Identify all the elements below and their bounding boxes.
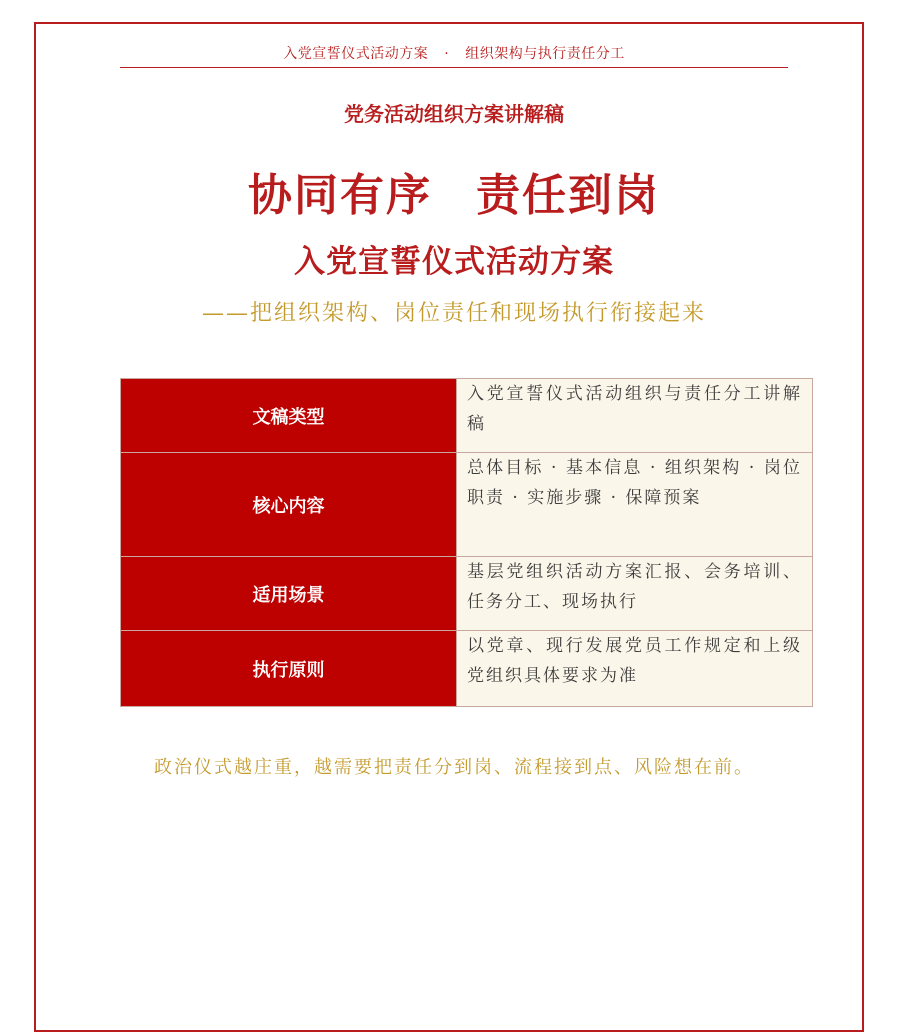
main-title — [0, 166, 900, 226]
info-row-scenarios — [121, 557, 813, 631]
running-header-separator: · — [444, 46, 450, 62]
main-title-part-2: 责任到岗 — [476, 170, 660, 221]
tagline: ——把组织架构、岗位责任和现场执行衔接起来 — [201, 301, 706, 326]
subtitle: 入党宣誓仪式活动方案 — [294, 244, 614, 280]
info-row-doc-type — [121, 379, 813, 453]
info-label: 适用场景 — [121, 557, 457, 631]
running-header-right: 组织架构与执行责任分工 — [465, 46, 625, 62]
header-rule — [120, 67, 788, 68]
info-row-principle — [121, 631, 813, 707]
info-value: 总体目标 · 基本信息 · 组织架构 · 岗位职责 · 实施步骤 · 保障预案 — [457, 453, 813, 557]
info-table — [120, 378, 813, 707]
closing-quote: 政治仪式越庄重，越需要把责任分到岗、流程接到点、风险想在前。 — [154, 757, 754, 778]
info-value: 以党章、现行发展党员工作规定和上级党组织具体要求为准 — [457, 631, 813, 707]
running-header — [120, 44, 788, 64]
info-value: 基层党组织活动方案汇报、会务培训、任务分工、现场执行 — [457, 557, 813, 631]
info-row-core-content — [121, 453, 813, 557]
document-kind: 党务活动组织方案讲解稿 — [344, 102, 564, 126]
info-label: 核心内容 — [121, 453, 457, 557]
running-header-left: 入党宣誓仪式活动方案 — [283, 46, 429, 62]
info-label: 执行原则 — [121, 631, 457, 707]
info-value: 入党宣誓仪式活动组织与责任分工讲解稿 — [457, 379, 813, 453]
main-title-part-1: 协同有序 — [248, 170, 432, 221]
info-label: 文稿类型 — [121, 379, 457, 453]
